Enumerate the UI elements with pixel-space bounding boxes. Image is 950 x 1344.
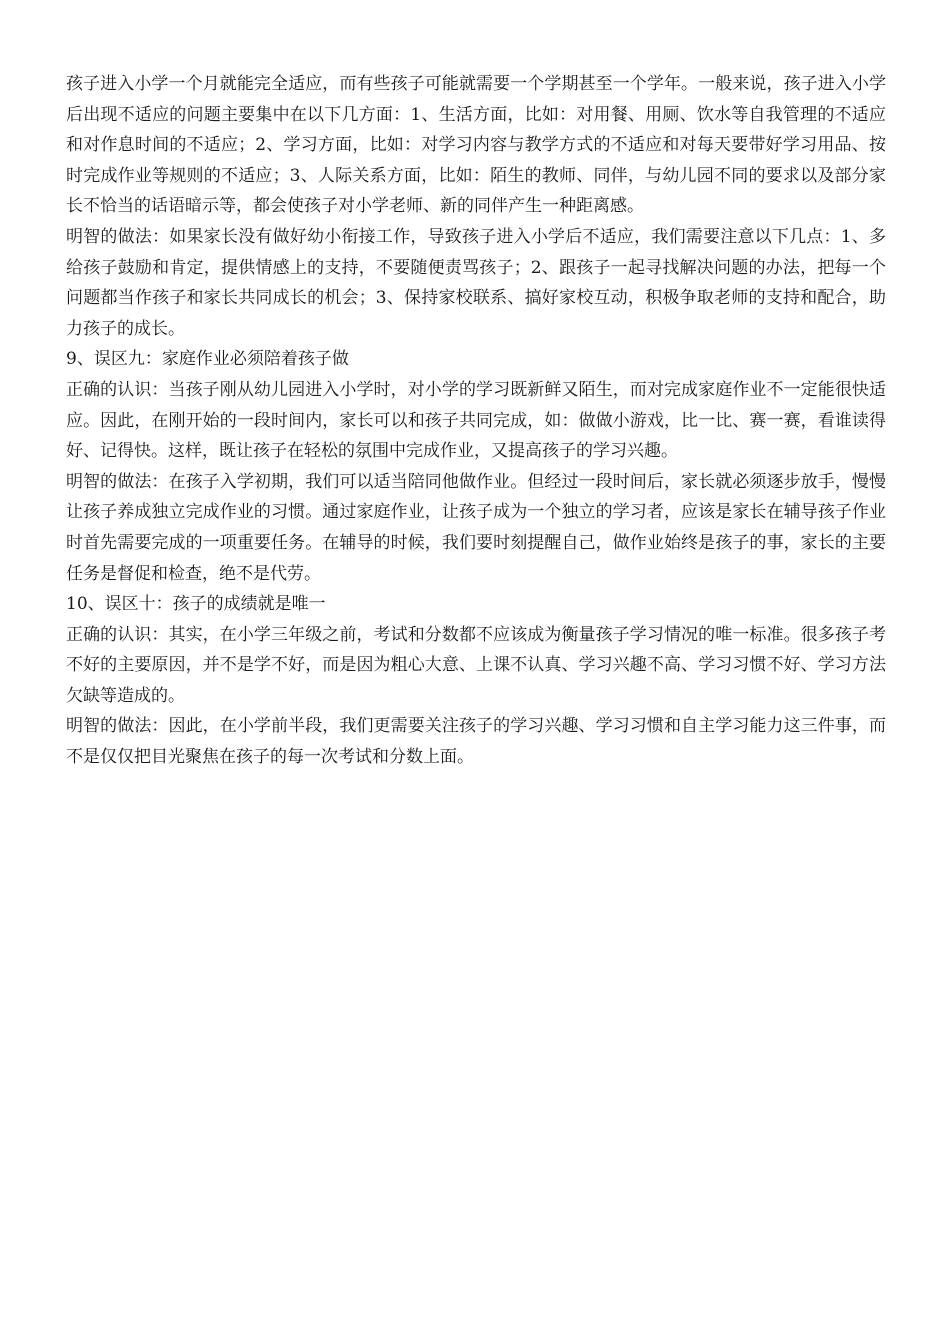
heading-myth-nine: 9、误区九：家庭作业必须陪着孩子做: [66, 349, 349, 370]
document-page: [66, 69, 886, 773]
paragraph-wise-approach-homework: 明智的做法：在孩子入学初期，我们可以适当陪同他做作业。但经过一段时间后，家长就必须逐步放手，慢慢让孩子养成独立完成作业的习惯。通过家庭作业，让孩子成为一个独立的学习者，应该是家长在辅导孩子作业时首先需要完成的一项重要任务。在辅导的时候，我们要时刻提醒自己，做作业始终是孩子的事，家长的主要任务是督促和检查，绝不是代劳。: [66, 471, 886, 584]
paragraph-wise-approach-grades: 明智的做法：因此，在小学前半段，我们更需要关注孩子的学习兴趣、学习习惯和自主学习能力这三件事，而不是仅仅把目光聚焦在孩子的每一次考试和分数上面。: [66, 716, 886, 768]
paragraph-correct-understanding-grades: 正确的认识：其实，在小学三年级之前，考试和分数都不应该成为衡量孩子学习情况的唯一标准。很多孩子考不好的主要原因，并不是学不好，而是因为粗心大意、上课不认真、学习兴趣不高、学习习惯不好、学习方法欠缺等造成的。: [66, 624, 886, 706]
paragraph-correct-understanding-homework: 正确的认识：当孩子刚从幼儿园进入小学时，对小学的学习既新鲜又陌生，而对完成家庭作业不一定能很快适应。因此，在刚开始的一段时间内，家长可以和孩子共同完成，如：做做小游戏，比一比、赛一赛，看谁读得好、记得快。这样，既让孩子在轻松的氛围中完成作业，又提高孩子的学习兴趣。: [66, 379, 886, 462]
paragraph-adaptation-issues: 孩子进入小学一个月就能完全适应，而有些孩子可能就需要一个学期甚至一个学年。一般来说，孩子进入小学后出现不适应的问题主要集中在以下几方面：1、生活方面，比如：对用餐、用厕、饮水等自我管理的不适应和对作息时间的不适应；2、学习方面，比如：对学习内容与教学方式的不适应和对每天要带好学习用品、按时完成作业等规则的不适应；3、人际关系方面，比如：陌生的教师、同伴，与幼儿园不同的要求以及部分家长不恰当的话语暗示等，都会使孩子对小学老师、新的同伴产生一种距离感。: [66, 74, 886, 217]
heading-myth-ten: 10、误区十：孩子的成绩就是唯一: [66, 594, 326, 615]
paragraph-wise-approach-adaptation: 明智的做法：如果家长没有做好幼小衔接工作，导致孩子进入小学后不适应，我们需要注意以下几点：1、多给孩子鼓励和肯定，提供情感上的支持，不要随便责骂孩子；2、跟孩子一起寻找解决问题的办法，把每一个问题都当作孩子和家长共同成长的机会；3、保持家校联系、搞好家校互动，积极争取老师的支持和配合，助力孩子的成长。: [66, 226, 886, 339]
